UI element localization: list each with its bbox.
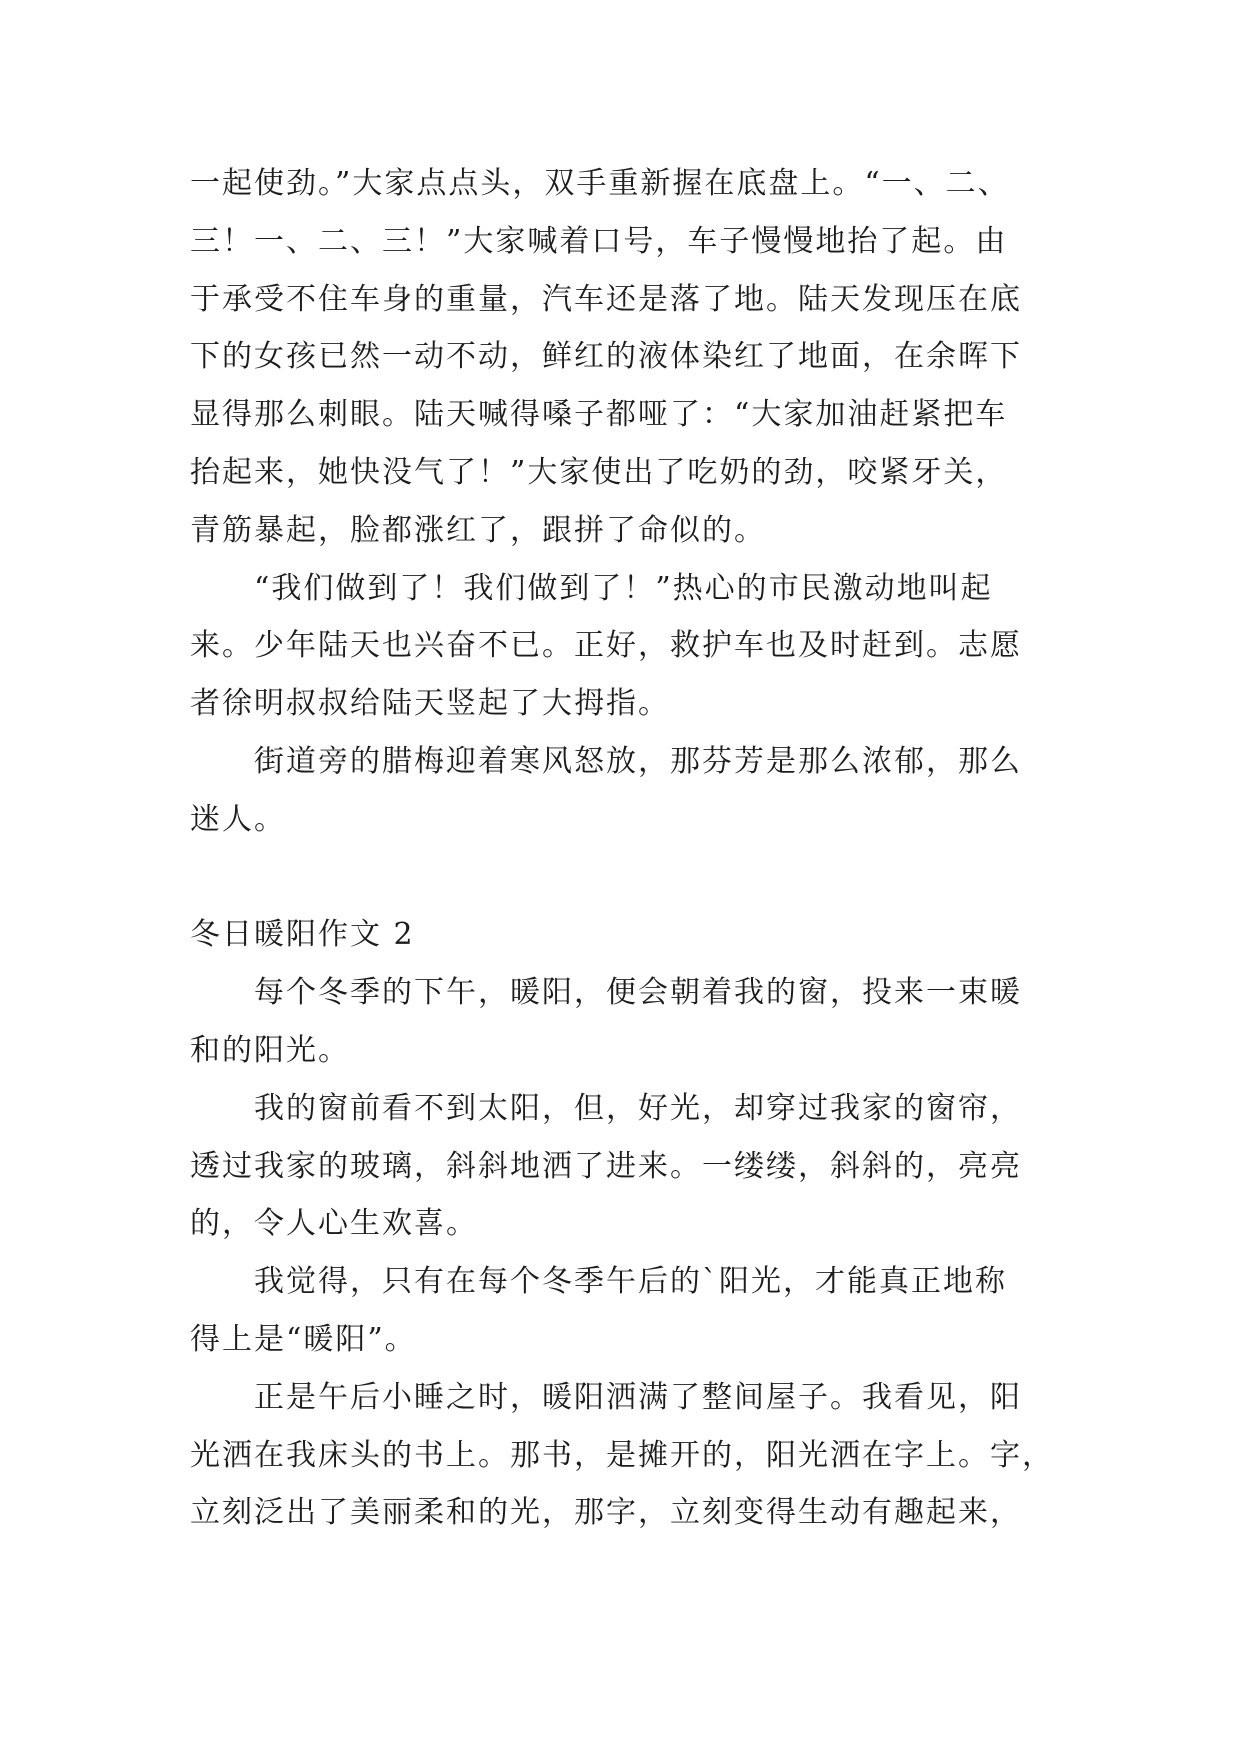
paragraph	[190, 1369, 1070, 1542]
paragraph	[190, 155, 1070, 560]
text-line: 显得那么刺眼。陆天喊得嗓子都哑了：“大家加油赶紧把车	[190, 397, 1008, 433]
text-line: 每个冬季的下午，暖阳，便会朝着我的窗，投来一束暖	[190, 975, 1022, 1011]
text-line: 来。少年陆天也兴奋不已。正好，救护车也及时赶到。志愿	[190, 628, 1022, 664]
text-line: “我们做到了！我们做到了！”热心的市民激动地叫起	[190, 570, 993, 606]
text-line: 正是午后小睡之时，暖阳洒满了整间屋子。我看见，阳	[190, 1379, 1022, 1415]
section-heading: 冬日暖阳作文 2	[190, 917, 415, 953]
text-line: 于承受不住车身的重量，汽车还是落了地。陆天发现压在底	[190, 281, 1022, 317]
text-line: 透过我家的玻璃，斜斜地洒了进来。一缕缕，斜斜的，亮亮	[190, 1148, 1022, 1184]
text-line: 光洒在我床头的书上。那书，是摊开的，阳光洒在字上。字，	[190, 1437, 1054, 1473]
text-line: 的，令人心生欢喜。	[190, 1206, 478, 1242]
paragraph	[190, 1080, 1070, 1253]
text-line: 我觉得，只有在每个冬季午后的`阳光，才能真正地称	[190, 1264, 1007, 1300]
paragraph	[190, 733, 1070, 849]
text-line: 立刻泛出了美丽柔和的光，那字，立刻变得生动有趣起来，	[190, 1495, 1022, 1531]
text-line: 一起使劲。”大家点点头，双手重新握在底盘上。“一、二、	[190, 166, 1010, 201]
document-body	[190, 155, 1070, 1542]
text-line: 下的女孩已然一动不动，鲜红的液体染红了地面，在余晖下	[190, 339, 1022, 375]
blank-line	[190, 849, 1070, 907]
paragraph	[190, 964, 1070, 1080]
text-line: 者徐明叔叔给陆天竖起了大拇指。	[190, 686, 670, 722]
paragraph	[190, 560, 1070, 733]
paragraph	[190, 1253, 1070, 1369]
text-line: 青筋暴起，脸都涨红了，跟拼了命似的。	[190, 512, 766, 548]
text-line: 三！一、二、三！”大家喊着口号，车子慢慢地抬了起。由	[190, 223, 1008, 259]
text-line: 街道旁的腊梅迎着寒风怒放，那芬芳是那么浓郁，那么	[190, 743, 1022, 779]
text-line: 和的阳光。	[190, 1032, 350, 1068]
text-line: 得上是“暖阳”。	[190, 1321, 417, 1357]
text-line: 迷人。	[190, 801, 286, 837]
text-line: 我的窗前看不到太阳，但，好光，却穿过我家的窗帘，	[190, 1090, 1022, 1126]
text-line: 抬起来，她快没气了！”大家使出了吃奶的劲，咬紧牙关，	[190, 454, 1008, 490]
